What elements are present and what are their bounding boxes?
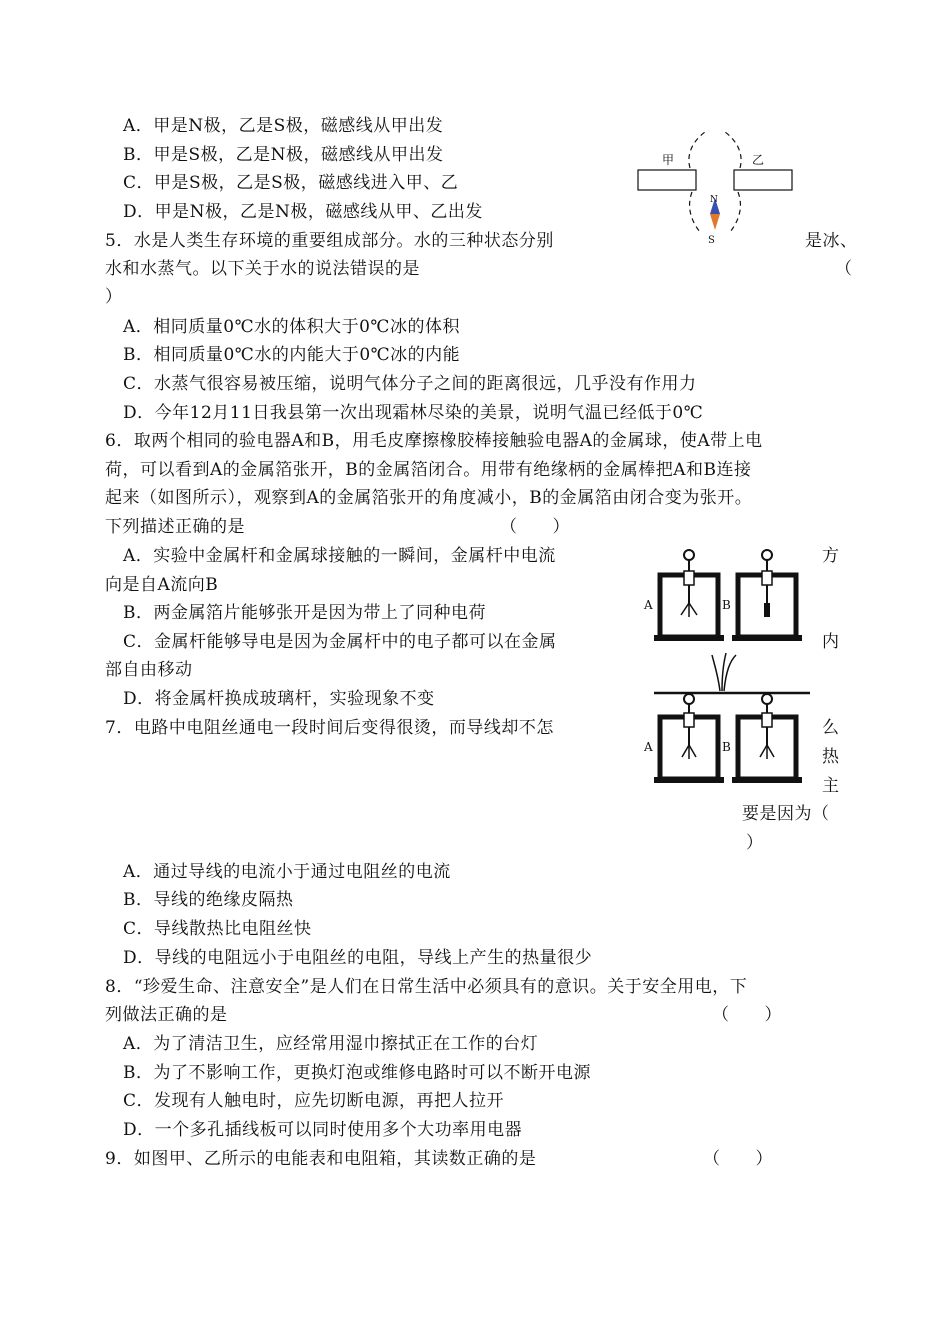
q7-tail-5: ）: [746, 833, 764, 853]
electroscope-a-bottom: [654, 694, 724, 783]
label-yi: 乙: [752, 153, 765, 167]
q6-stem-4: 下列描述正确的是: [105, 517, 245, 537]
q4-option-d: D．甲是N极，乙是N极，磁感线从甲、乙出发: [123, 202, 483, 222]
needle-n-label: N: [710, 195, 718, 205]
q6-stem-1: 6．取两个相同的验电器A和B，用毛皮摩擦橡胶棒接触验电器A的金属球，使A带上电: [105, 431, 763, 451]
q9-answer-paren: （ ）: [703, 1149, 773, 1169]
q7-stem-a: 7．电路中电阻丝通电一段时间后变得很烫，而导线却不怎: [105, 718, 554, 738]
q7-option-a: A．通过导线的电流小于通过电阻丝的电流: [123, 862, 451, 882]
q6-stem-2: 荷，可以看到A的金属箔张开，B的金属箔闭合。用带有绝缘柄的金属棒把A和B连接: [105, 460, 752, 480]
q6-option-a-1: A．实验中金属杆和金属球接触的一瞬间，金属杆中电流: [123, 546, 556, 566]
q6-answer-paren: （ ）: [500, 517, 570, 537]
q6-option-d: D．将金属杆换成玻璃杆，实验现象不变: [123, 689, 435, 709]
q4-option-b: B．甲是S极，乙是N极，磁感线从甲出发: [123, 145, 444, 165]
q8-stem-1: 8．“珍爱生命、注意安全”是人们在日常生活中必须具有的意识。关于安全用电，下: [105, 977, 748, 997]
q6-option-c-1: C．金属杆能够导电是因为金属杆中的电子都可以在金属: [123, 632, 557, 652]
field-line: [690, 192, 700, 232]
label-b-bottom: B: [722, 740, 731, 754]
magnet-right: [734, 170, 792, 190]
q9-stem: 9．如图甲、乙所示的电能表和电阻箱，其读数正确的是: [105, 1149, 537, 1169]
q8-option-c: C．发现有人触电时，应先切断电源，再把人拉开: [123, 1091, 505, 1111]
q8-option-d: D．一个多孔插线板可以同时使用多个大功率用电器: [123, 1120, 523, 1140]
q5-paren-close: ）: [105, 287, 123, 307]
q4-option-a: A．甲是N极，乙是S极，磁感线从甲出发: [123, 116, 444, 136]
q7-option-c: C．导线散热比电阻丝快: [123, 919, 312, 939]
magnet-left: [638, 170, 696, 190]
magnet-figure: [630, 130, 800, 250]
q8-answer-paren: （ ）: [712, 1005, 782, 1025]
q7-tail-2: 热: [822, 747, 840, 767]
q6-option-b: B．两金属箔片能够张开是因为带上了同种电荷: [123, 603, 486, 623]
q8-option-a: A．为了清洁卫生，应经常用湿巾擦拭正在工作的台灯: [123, 1034, 539, 1054]
rod-handle: [712, 653, 736, 691]
electroscope-a-top: [654, 550, 724, 641]
q4-option-c: C．甲是S极，乙是S极，磁感线进入甲、乙: [123, 173, 459, 193]
label-a-top: A: [644, 598, 653, 612]
q5-stem-a: 5．水是人类生存环境的重要组成部分。水的三种状态分别: [105, 231, 554, 251]
needle-south: [710, 214, 720, 230]
q7-tail-3: 主: [822, 776, 840, 796]
q6-option-a-2: 向是自A流向B: [105, 575, 219, 595]
q5-stem-c: 水和水蒸气。以下关于水的说法错误的是: [105, 259, 420, 279]
electroscope-b-top: [732, 550, 802, 641]
q6-option-c-2: 部自由移动: [105, 660, 193, 680]
q7-option-b: B．导线的绝缘皮隔热: [123, 890, 294, 910]
field-line: [730, 192, 740, 232]
q7-tail-4: 要是因为（: [742, 804, 830, 824]
q8-stem-2: 列做法正确的是: [105, 1005, 228, 1025]
label-jia: 甲: [662, 153, 675, 167]
electroscope-b-bottom: [732, 694, 802, 783]
q5-option-c: C．水蒸气很容易被压缩，说明气体分子之间的距离很远，几乎没有作用力: [123, 374, 697, 394]
field-line: [722, 130, 741, 168]
q5-option-a: A．相同质量0℃水的体积大于0℃冰的体积: [123, 317, 460, 337]
label-b-top: B: [722, 598, 731, 612]
label-a-bottom: A: [644, 740, 653, 754]
q6-option-a-tail: 方: [822, 546, 840, 566]
q7-tail-1: 么: [822, 718, 840, 738]
q6-option-c-tail: 内: [822, 632, 840, 652]
q6-stem-3: 起来（如图所示），观察到A的金属箔张开的角度减小，B的金属箔由闭合变为张开。: [105, 488, 753, 508]
q5-option-d: D．今年12月11日我县第一次出现霜林尽染的美景，说明气温已经低于0℃: [123, 403, 704, 423]
needle-s-label: S: [708, 235, 715, 246]
q8-option-b: B．为了不影响工作，更换灯泡或维修电路时可以不断开电源: [123, 1063, 591, 1083]
q7-option-d: D．导线的电阻远小于电阻丝的电阻，导线上产生的热量很少: [123, 948, 593, 968]
q5-stem-b: 是冰、: [805, 231, 858, 251]
q5-option-b: B．相同质量0℃水的内能大于0℃冰的内能: [123, 345, 461, 365]
electroscope-figure: [640, 545, 820, 785]
field-line: [689, 130, 708, 168]
q5-paren-open: （: [835, 259, 853, 279]
